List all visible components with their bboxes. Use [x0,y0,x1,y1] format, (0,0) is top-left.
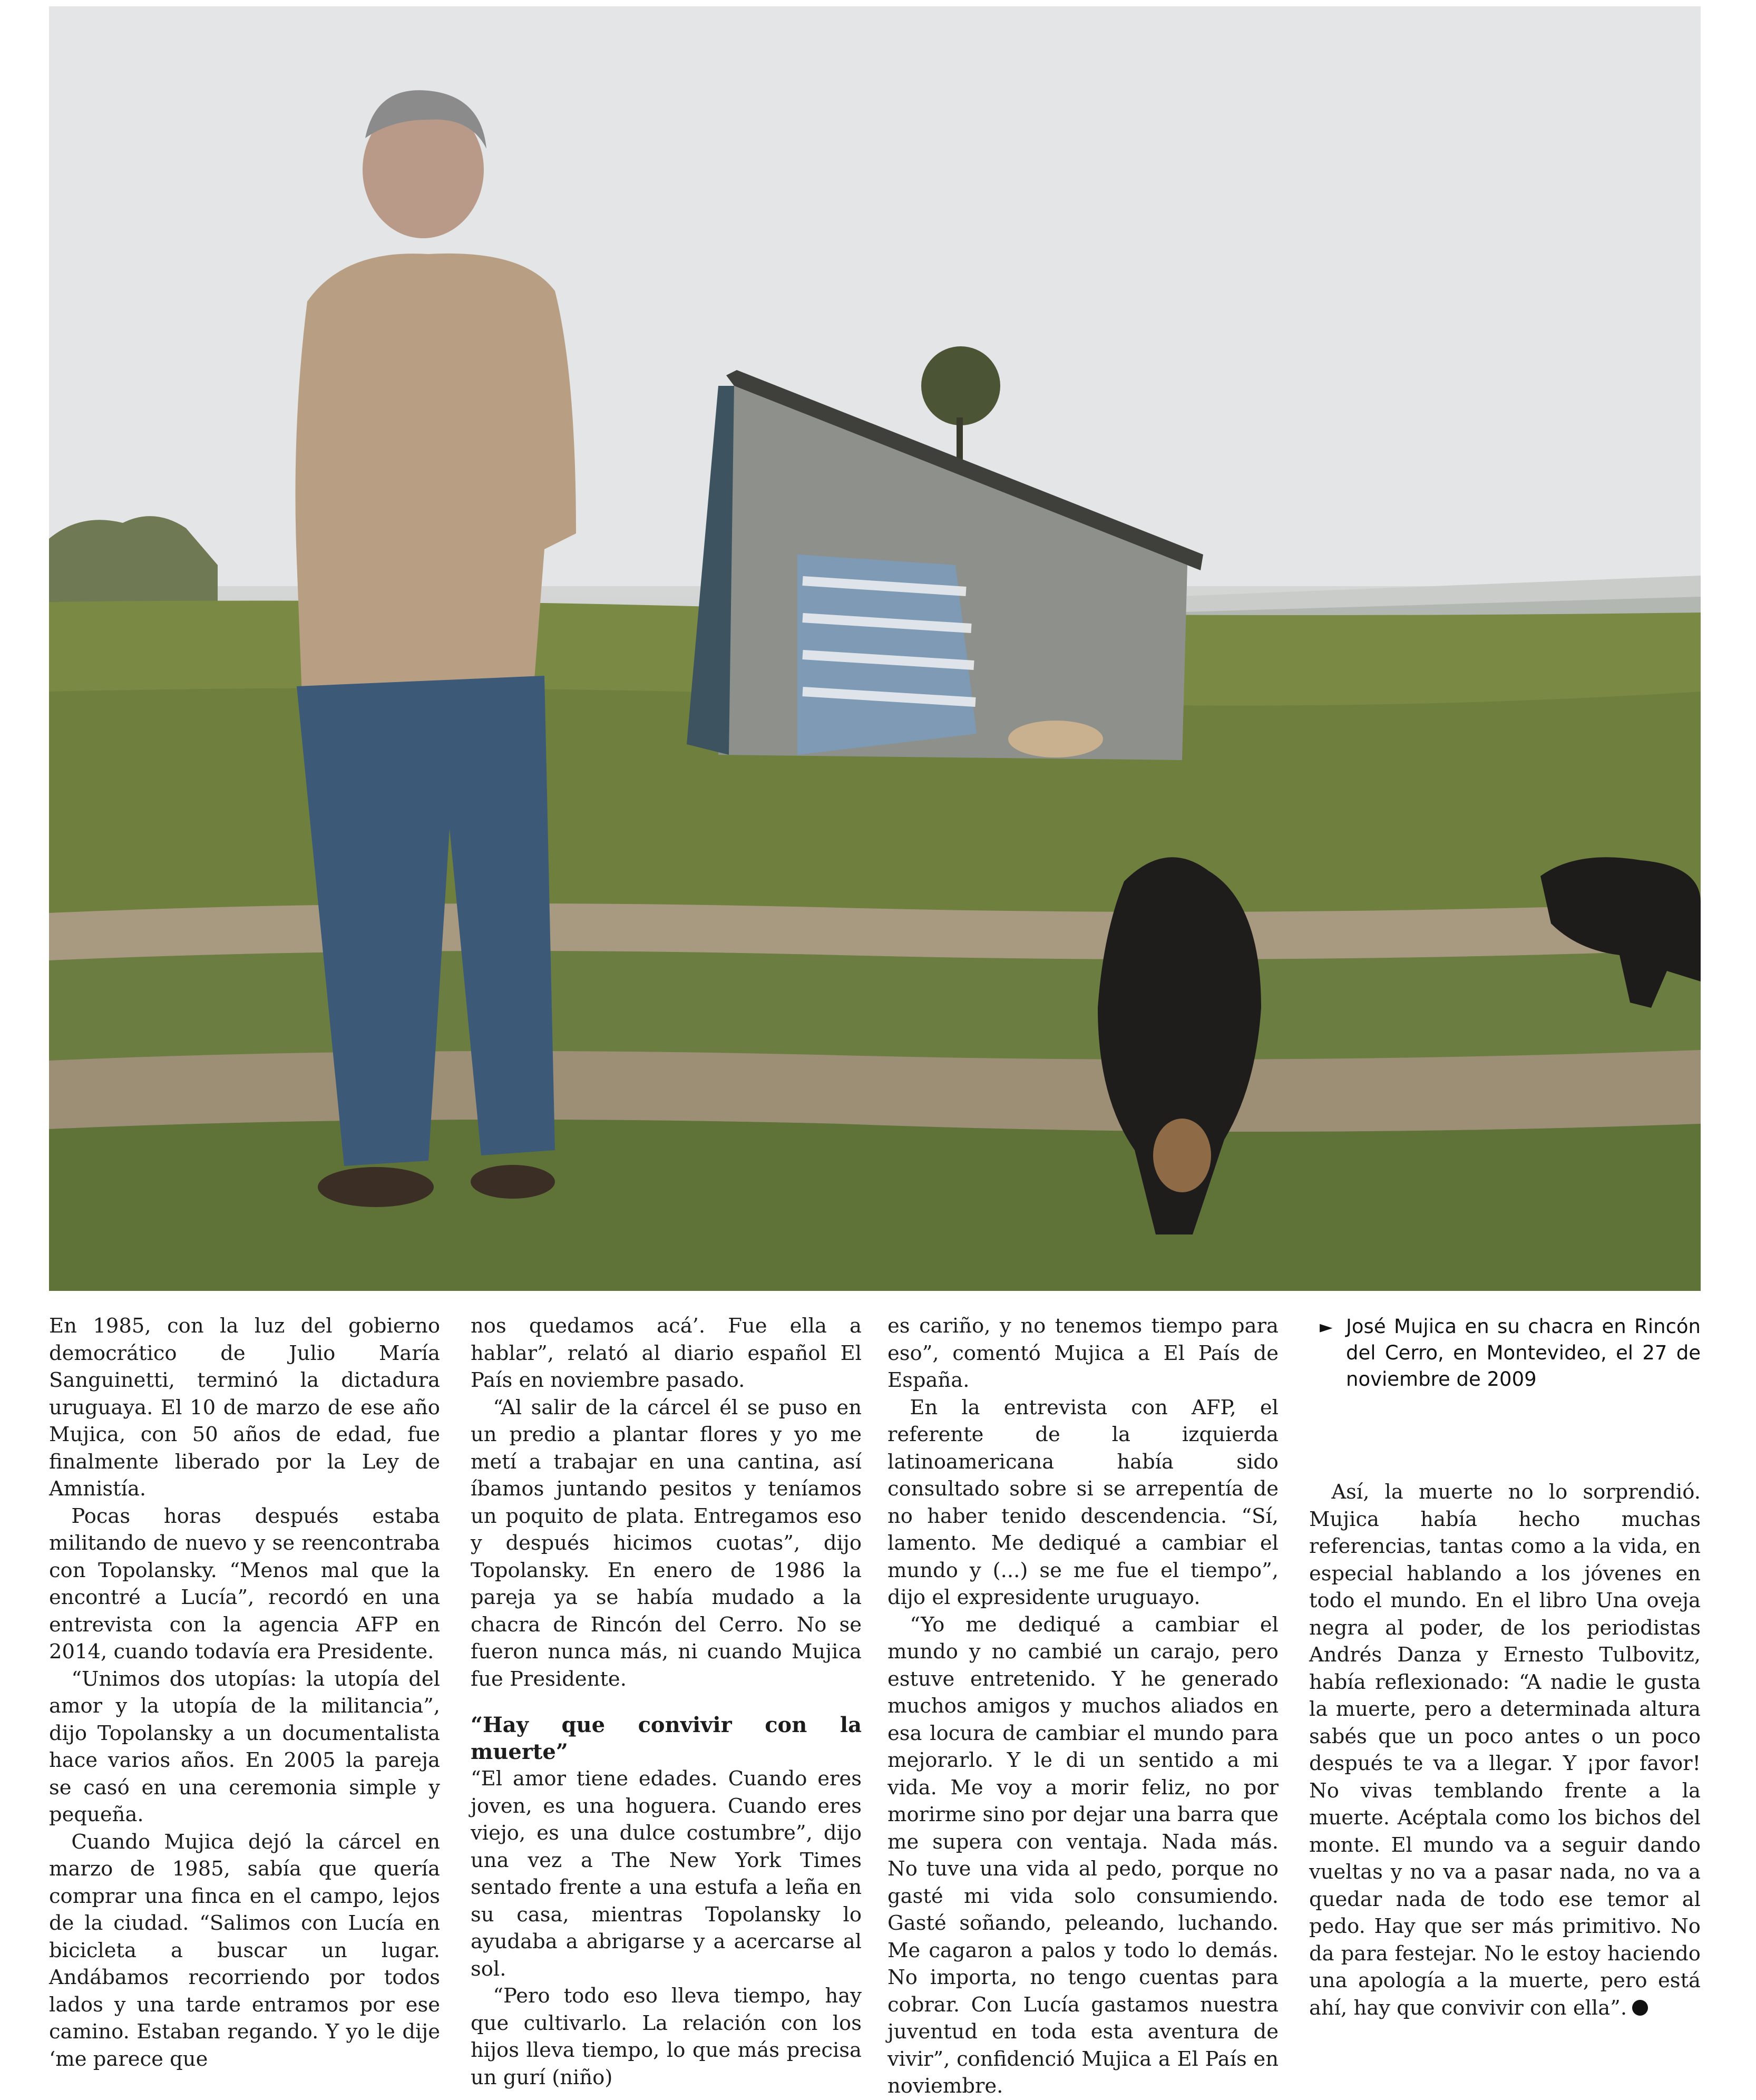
caption-text: José Mujica en su chacra en Rincón del Cerro, en Montevideo, el 27 de noviembre de 2009 [1346,1315,1701,1391]
paragraph-final [1309,1479,1701,2021]
photo-caption [1320,1314,1701,1393]
paragraph: Pocas horas después estaba militando de nuevo y se reencontraba con Topolansky. “Menos mal que la encontré a Lucía”, recordó en una entrevista con la agencia AFP en 2014, cuando todavía era Presidente. [49,1504,440,1664]
photo-illustration [49,6,1701,1291]
article-photo [49,6,1701,1291]
paragraph: nos quedamos acá’. Fue ella a hablar”, relató al diario español El País en noviembre pasado. [471,1314,862,1392]
paragraph: “Al salir de la cárcel él se puso en un predio a plantar flores y yo me metí a trabajar en una cantina, así íbamos juntando pesitos y teníamos un poquito de plata. Entregamos eso y después hicimos cuotas”, dijo Topolansky. En enero de 1986 la pareja ya se había mudado a la chacra de Rincón del Cerro. No se fueron nunca más, ni cuando Mujica fue Presidente. [471,1395,862,1691]
article-column-2 [471,1312,862,2091]
caption-arrow-icon: ► [1320,1317,1333,1337]
paragraph: En 1985, con la luz del gobierno democrático de Julio María Sanguinetti, terminó la dictadura uruguaya. El 10 de marzo de ese año Mujica, con 50 años de edad, fue finalmente liberado por la Ley de Amnistía. [49,1314,440,1501]
section-heading: “Hay que convivir con la muerte” [471,1713,862,1764]
paragraph: “Unimos dos utopías: la utopía del amor y la utopía de la militancia”, dijo Topolansky a un documentalista hace varios años. En 2005 la pareja se casó en una ceremonia simple y pequeña. [49,1667,440,1826]
end-mark-icon [1632,2000,1648,2016]
paragraph: Cuando Mujica dejó la cárcel en marzo de 1985, sabía que quería comprar una finca en el campo, lejos de la ciudad. “Salimos con Lucía en bicicleta a buscar un lugar. Andábamos recorriendo por todos lados y una tarde entramos por ese camino. Estaban regando. Y yo le dije ‘me parece que [49,1830,440,2071]
article-column-3 [887,1312,1279,2100]
paragraph: “Yo me dediqué a cambiar el mundo y no cambié un carajo, pero estuve entretenido. Y he generado muchos amigos y muchos aliados en esa locura de cambiar el mundo para mejorarlo. Y le di un sentido a mi vida. Me voy a morir feliz, no por morirme sino por dejar una barra que me supera con ventaja. Nada más. No tuve una vida al pedo, porque no gasté mi vida solo consumiendo. Gasté soñando, peleando, luchando. Me cagaron a palos y todo lo demás. No importa, no tengo cuentas para cobrar. Con Lucía gastamos nuestra juventud en toda esta aventura de vivir”, confidenció Mujica a El País en noviembre. [887,1612,1279,2098]
paragraph: “El amor tiene edades. Cuando eres joven, es una hoguera. Cuando eres viejo, es una dulce costumbre”, dijo una vez a The New York Times sentado frente a una estufa a leña en su casa, mientras Topolansky lo ayudaba a abrigarse y a acercarse al sol. [471,1767,862,1981]
paragraph: “Pero todo eso lleva tiempo, hay que cultivarlo. La relación con los hijos lleva tiempo, lo que más precisa un gurí (niño) [471,1984,862,2089]
paragraph: En la entrevista con AFP, el referente de la izquierda latinoamericana había sido consultado sobre si se arrepentía de no haber tenido descendencia. “Sí, lamento. Me dediqué a cambiar el mundo y (...) se me fue el tiempo”, dijo el expresidente uruguayo. [887,1395,1279,1609]
paragraph: es cariño, y no tenemos tiempo para eso”, comentó Mujica a El País de España. [887,1314,1279,1392]
article-column-1 [49,1312,440,2073]
paragraph-final-text: Así, la muerte no lo sorprendió. Mujica había hecho muchas referencias, tantas como a la vida, en especial hablando a los jóvenes en todo el mundo. En el libro Una oveja negra al poder, de los periodistas Andrés Danza y Ernesto Tulbovitz, había reflexionado: “A nadie le gusta la muerte, pero a determinada altura sabés que un poco antes o un poco después te va a llegar. Y ¡por favor! No vivas temblando frente a la muerte. Acéptala como los bichos del monte. El mundo va a seguir dando vueltas y no va a pasar nada, no va a quedar nada de todo ese temor al pedo. Hay que ser más primitivo. No da para festejar. No le estoy haciendo una apología a la muerte, pero está ahí, hay que convivir con ella”. [1309,1480,1701,2020]
